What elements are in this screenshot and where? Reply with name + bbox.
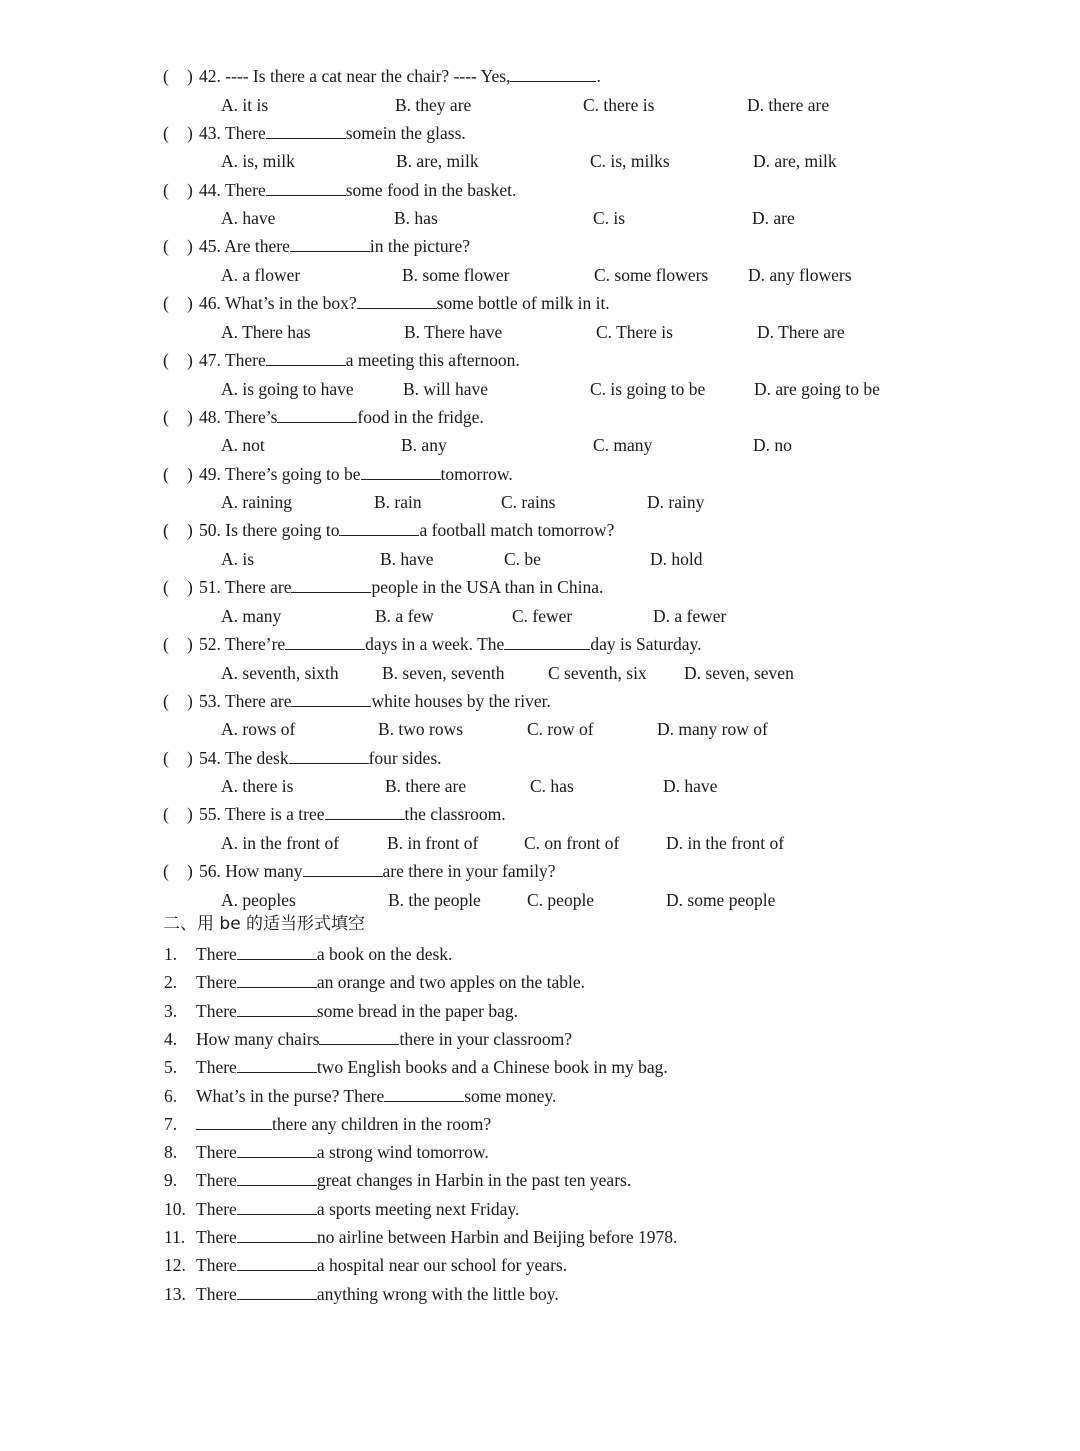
question-number: 53.: [199, 690, 225, 711]
answer-paren-open[interactable]: (: [163, 463, 169, 484]
answer-paren-close: ): [187, 520, 193, 541]
option-d[interactable]: D. there are: [747, 94, 830, 115]
answer-paren-close: ): [187, 293, 193, 314]
question-text: some bottle of milk in it.: [436, 293, 610, 314]
option-a[interactable]: A. is: [221, 548, 255, 569]
option-d[interactable]: D. many row of: [657, 719, 768, 740]
answer-blank[interactable]: [361, 478, 441, 480]
question-text: There: [196, 1057, 237, 1078]
option-a[interactable]: A. peoples: [221, 889, 296, 910]
answer-blank[interactable]: [339, 534, 419, 536]
fill-question: [196, 1226, 677, 1248]
answer-blank[interactable]: [237, 1269, 317, 1271]
answer-blank[interactable]: [384, 1100, 464, 1102]
option-b[interactable]: B. are, milk: [396, 151, 479, 172]
question-text: some bread in the paper bag.: [316, 1000, 518, 1021]
question-number: 43.: [199, 122, 225, 143]
fill-question-number: 12.: [164, 1255, 186, 1276]
question-text: There: [196, 1170, 237, 1191]
mc-question: [163, 406, 484, 428]
fill-question: [196, 1085, 556, 1107]
question-text: There: [224, 122, 266, 143]
fill-question-number: 13.: [164, 1283, 186, 1304]
question-text: there in your classroom?: [399, 1028, 572, 1049]
question-text: How many chairs: [196, 1028, 320, 1049]
question-text: an orange and two apples on the table.: [316, 972, 586, 993]
option-c[interactable]: C. is, milks: [590, 151, 670, 172]
answer-blank[interactable]: [237, 1184, 317, 1186]
answer-paren-close: ): [187, 406, 193, 427]
answer-blank[interactable]: [291, 591, 371, 593]
question-number: 49.: [199, 463, 225, 484]
fill-question: [196, 1283, 559, 1305]
question-text: There: [196, 1142, 237, 1163]
question-number: 48.: [199, 406, 225, 427]
option-b[interactable]: B. some flower: [402, 264, 510, 285]
answer-paren-close: ): [187, 122, 193, 143]
question-number: 50.: [199, 520, 226, 541]
question-text: a football match tomorrow?: [419, 520, 615, 541]
option-b[interactable]: B. There have: [404, 321, 503, 342]
question-text: no airline between Harbin and Beijing before 1978.: [316, 1227, 678, 1247]
option-d[interactable]: D. in the front of: [666, 832, 785, 853]
option-c[interactable]: C. there is: [583, 94, 655, 115]
question-text: There is a tree: [224, 804, 325, 825]
option-d[interactable]: D. a fewer: [653, 605, 727, 626]
question-text: There: [224, 350, 266, 370]
question-text: day is Saturday.: [590, 634, 702, 654]
question-text: There’re: [224, 634, 286, 654]
question-text: there any children in the room?: [272, 1113, 492, 1134]
question-text: There: [196, 1255, 237, 1276]
option-c[interactable]: C. is: [593, 208, 626, 229]
option-b[interactable]: B. a few: [375, 605, 434, 626]
answer-blank[interactable]: [266, 194, 346, 196]
answer-paren-open[interactable]: (: [163, 350, 169, 370]
answer-paren-open[interactable]: (: [163, 520, 169, 541]
mc-question: [163, 690, 551, 712]
question-text: the classroom.: [404, 804, 506, 825]
fill-question-number: 1.: [164, 944, 178, 964]
answer-blank[interactable]: [237, 1213, 317, 1215]
mc-question: [163, 349, 520, 371]
answer-blank[interactable]: [266, 137, 346, 139]
option-c[interactable]: C. some flowers: [594, 264, 709, 285]
question-text: four sides.: [368, 747, 442, 768]
question-number: 44.: [199, 179, 225, 200]
option-b[interactable]: B. has: [394, 208, 438, 229]
option-d[interactable]: D. are going to be: [754, 378, 880, 399]
option-b[interactable]: B. they are: [395, 94, 472, 115]
question-text: There’s: [224, 406, 278, 427]
answer-paren-close: ): [187, 634, 193, 654]
question-text: What’s in the purse? There: [196, 1085, 385, 1106]
option-c[interactable]: C. is going to be: [590, 378, 706, 399]
question-text: two English books and a Chinese book in my bag.: [316, 1057, 668, 1078]
answer-blank[interactable]: [196, 1128, 272, 1130]
option-c[interactable]: C. people: [527, 889, 595, 910]
option-d[interactable]: D. are, milk: [753, 151, 837, 172]
question-text: a hospital near our school for years.: [316, 1255, 568, 1276]
answer-paren-open[interactable]: (: [163, 690, 169, 711]
answer-paren-close: ): [187, 747, 193, 768]
mc-question: [163, 235, 470, 257]
question-number: 52.: [199, 634, 225, 654]
question-text: some food in the basket.: [345, 179, 517, 200]
question-text: There: [196, 1000, 237, 1021]
question-text: There: [196, 1227, 237, 1247]
fill-question: [196, 1028, 572, 1050]
option-c[interactable]: C. on front of: [524, 832, 620, 853]
option-a[interactable]: A. is going to have: [221, 378, 354, 399]
fill-question-number: 10.: [164, 1198, 186, 1219]
option-a[interactable]: A. in the front of: [221, 832, 340, 853]
answer-paren-open[interactable]: (: [163, 577, 169, 598]
answer-paren-close: ): [187, 350, 193, 370]
question-text: tomorrow.: [440, 463, 513, 484]
question-text: ---- Is there a cat near the chair? ---- Yes,: [225, 66, 511, 86]
answer-blank[interactable]: [357, 307, 437, 309]
fill-question-number: 2.: [164, 972, 178, 993]
question-text: in the picture?: [369, 236, 470, 257]
option-d[interactable]: D. have: [663, 776, 718, 797]
question-text: somein the glass.: [345, 122, 466, 143]
option-b[interactable]: B. the people: [388, 889, 481, 910]
option-d[interactable]: D. some people: [666, 889, 776, 910]
question-text: There: [196, 1283, 237, 1304]
option-a[interactable]: A. there is: [221, 776, 294, 797]
option-d[interactable]: D. are: [752, 208, 795, 229]
question-text: anything wrong with the little boy.: [316, 1283, 559, 1304]
option-d[interactable]: D. There are: [757, 321, 845, 342]
option-a[interactable]: A. rows of: [221, 719, 296, 740]
question-text: people in the USA than in China.: [371, 577, 604, 598]
fill-question: [196, 1113, 491, 1135]
question-text: are there in your family?: [382, 861, 556, 882]
fill-question-number: 5.: [164, 1057, 178, 1078]
answer-paren-open[interactable]: (: [163, 861, 169, 882]
answer-paren-close: ): [187, 179, 193, 200]
option-b[interactable]: B. in front of: [387, 832, 479, 853]
question-text: There: [224, 179, 266, 200]
option-b[interactable]: B. two rows: [378, 719, 464, 740]
answer-blank[interactable]: [319, 1043, 399, 1045]
question-text: white houses by the river.: [371, 690, 551, 711]
fill-question: [196, 1056, 668, 1078]
answer-blank[interactable]: [291, 705, 371, 707]
mc-question: [163, 633, 701, 655]
fill-question: [196, 1254, 567, 1276]
option-b[interactable]: B. will have: [403, 378, 489, 399]
question-text: great changes in Harbin in the past ten years.: [316, 1170, 632, 1191]
answer-paren-close: ): [187, 463, 193, 484]
option-a[interactable]: A. have: [221, 208, 276, 229]
answer-blank[interactable]: [504, 648, 590, 650]
mc-question: [163, 519, 614, 541]
answer-blank[interactable]: [237, 958, 317, 960]
option-a[interactable]: A. raining: [221, 492, 292, 513]
fill-question-number: 6.: [164, 1085, 178, 1106]
question-number: 42.: [199, 66, 226, 86]
answer-blank[interactable]: [237, 1298, 317, 1300]
answer-blank[interactable]: [285, 648, 365, 650]
question-number: 55.: [199, 804, 225, 825]
answer-blank[interactable]: [303, 875, 383, 877]
question-text: a strong wind tomorrow.: [316, 1142, 489, 1163]
fill-question-number: 4.: [164, 1028, 178, 1049]
answer-paren-open[interactable]: (: [163, 804, 169, 825]
fill-question-number: 8.: [164, 1142, 178, 1163]
question-text: a meeting this afternoon.: [345, 350, 520, 370]
question-number: 46.: [199, 293, 225, 314]
option-a[interactable]: A. a flower: [221, 264, 301, 285]
answer-paren-close: ): [187, 861, 193, 882]
answer-paren-open[interactable]: (: [163, 66, 169, 86]
answer-paren-open[interactable]: (: [163, 236, 169, 257]
question-number: 47.: [199, 350, 225, 370]
mc-question: [163, 122, 466, 144]
question-text: food in the fridge.: [357, 406, 484, 427]
answer-paren-close: ): [187, 236, 193, 257]
answer-paren-open[interactable]: (: [163, 179, 169, 200]
answer-blank[interactable]: [510, 80, 596, 82]
answer-paren-close: ): [187, 690, 193, 711]
fill-question: [196, 1141, 489, 1163]
fill-question: [196, 1000, 518, 1022]
mc-question: [163, 747, 442, 769]
option-a[interactable]: A. not: [221, 435, 265, 456]
option-c[interactable]: C. has: [530, 776, 574, 797]
option-a[interactable]: A. There has: [221, 321, 311, 342]
question-text: .: [596, 66, 601, 86]
option-c[interactable]: C. fewer: [512, 605, 573, 626]
mc-question: [163, 463, 513, 485]
mc-question: [163, 179, 516, 201]
question-text: There are: [224, 577, 292, 598]
option-d[interactable]: D. rainy: [647, 492, 705, 513]
option-c[interactable]: C seventh, six: [548, 662, 647, 683]
answer-blank[interactable]: [237, 1156, 317, 1158]
answer-blank[interactable]: [277, 421, 357, 423]
answer-paren-close: ): [187, 804, 193, 825]
option-c[interactable]: C. be: [504, 548, 541, 569]
section-2-title: 二、用 be 的适当形式填空: [163, 914, 366, 934]
answer-paren-close: ): [187, 577, 193, 598]
option-d[interactable]: D. any flowers: [748, 264, 852, 285]
fill-question-number: 11.: [164, 1227, 186, 1247]
option-b[interactable]: B. seven, seventh: [382, 662, 505, 683]
mc-question: [163, 65, 601, 87]
answer-paren-open[interactable]: (: [163, 122, 169, 143]
question-number: 45.: [199, 236, 225, 257]
fill-question-number: 7.: [164, 1113, 178, 1134]
fill-question-number: 3.: [164, 1000, 178, 1021]
mc-question: [163, 803, 506, 825]
question-text: Is there going to: [225, 520, 340, 541]
question-text: Are there: [224, 236, 290, 257]
mc-question: [163, 860, 556, 882]
answer-blank[interactable]: [266, 364, 346, 366]
answer-blank[interactable]: [237, 1071, 317, 1073]
option-c[interactable]: C. row of: [527, 719, 594, 740]
option-a[interactable]: A. is, milk: [221, 151, 295, 172]
answer-blank[interactable]: [237, 1015, 317, 1017]
question-text: What’s in the box?: [224, 293, 357, 314]
question-number: 51.: [199, 577, 225, 598]
option-b[interactable]: B. any: [401, 435, 447, 456]
answer-blank[interactable]: [325, 818, 405, 820]
answer-paren-open[interactable]: (: [163, 634, 169, 654]
option-b[interactable]: B. there are: [385, 776, 467, 797]
option-a[interactable]: A. seventh, sixth: [221, 662, 339, 683]
question-number: 56.: [199, 861, 226, 882]
option-c[interactable]: C. rains: [501, 492, 556, 513]
question-text: The desk: [224, 747, 289, 768]
question-text: some money.: [464, 1085, 557, 1106]
answer-blank[interactable]: [290, 250, 370, 252]
fill-question: [196, 1198, 519, 1220]
fill-question: [196, 1169, 631, 1191]
answer-paren-close: ): [187, 66, 193, 86]
fill-question: [196, 971, 585, 993]
option-b[interactable]: B. have: [380, 548, 434, 569]
option-a[interactable]: A. it is: [221, 94, 269, 115]
fill-question-number: 9.: [164, 1170, 178, 1191]
question-text: There: [196, 972, 237, 993]
answer-paren-open[interactable]: (: [163, 747, 169, 768]
option-c[interactable]: C. many: [593, 435, 653, 456]
answer-blank[interactable]: [237, 986, 317, 988]
answer-blank[interactable]: [237, 1241, 317, 1243]
mc-question: [163, 576, 603, 598]
option-c[interactable]: C. There is: [596, 321, 673, 342]
answer-paren-open[interactable]: (: [163, 406, 169, 427]
question-text: a sports meeting next Friday.: [316, 1198, 520, 1219]
option-b[interactable]: B. rain: [374, 492, 422, 513]
answer-blank[interactable]: [289, 762, 369, 764]
question-text: days in a week. The: [365, 634, 505, 654]
option-d[interactable]: D. seven, seven: [684, 662, 794, 683]
fill-question: [196, 943, 452, 965]
question-text: a book on the desk.: [316, 944, 453, 964]
question-text: There: [196, 944, 237, 964]
answer-paren-open[interactable]: (: [163, 293, 169, 314]
question-text: How many: [225, 861, 303, 882]
mc-question: [163, 292, 610, 314]
question-text: There’s going to be: [224, 463, 361, 484]
question-text: There: [196, 1198, 237, 1219]
question-number: 54.: [199, 747, 225, 768]
option-d[interactable]: D. no: [753, 435, 792, 456]
option-a[interactable]: A. many: [221, 605, 282, 626]
question-text: There are: [224, 690, 292, 711]
option-d[interactable]: D. hold: [650, 548, 703, 569]
